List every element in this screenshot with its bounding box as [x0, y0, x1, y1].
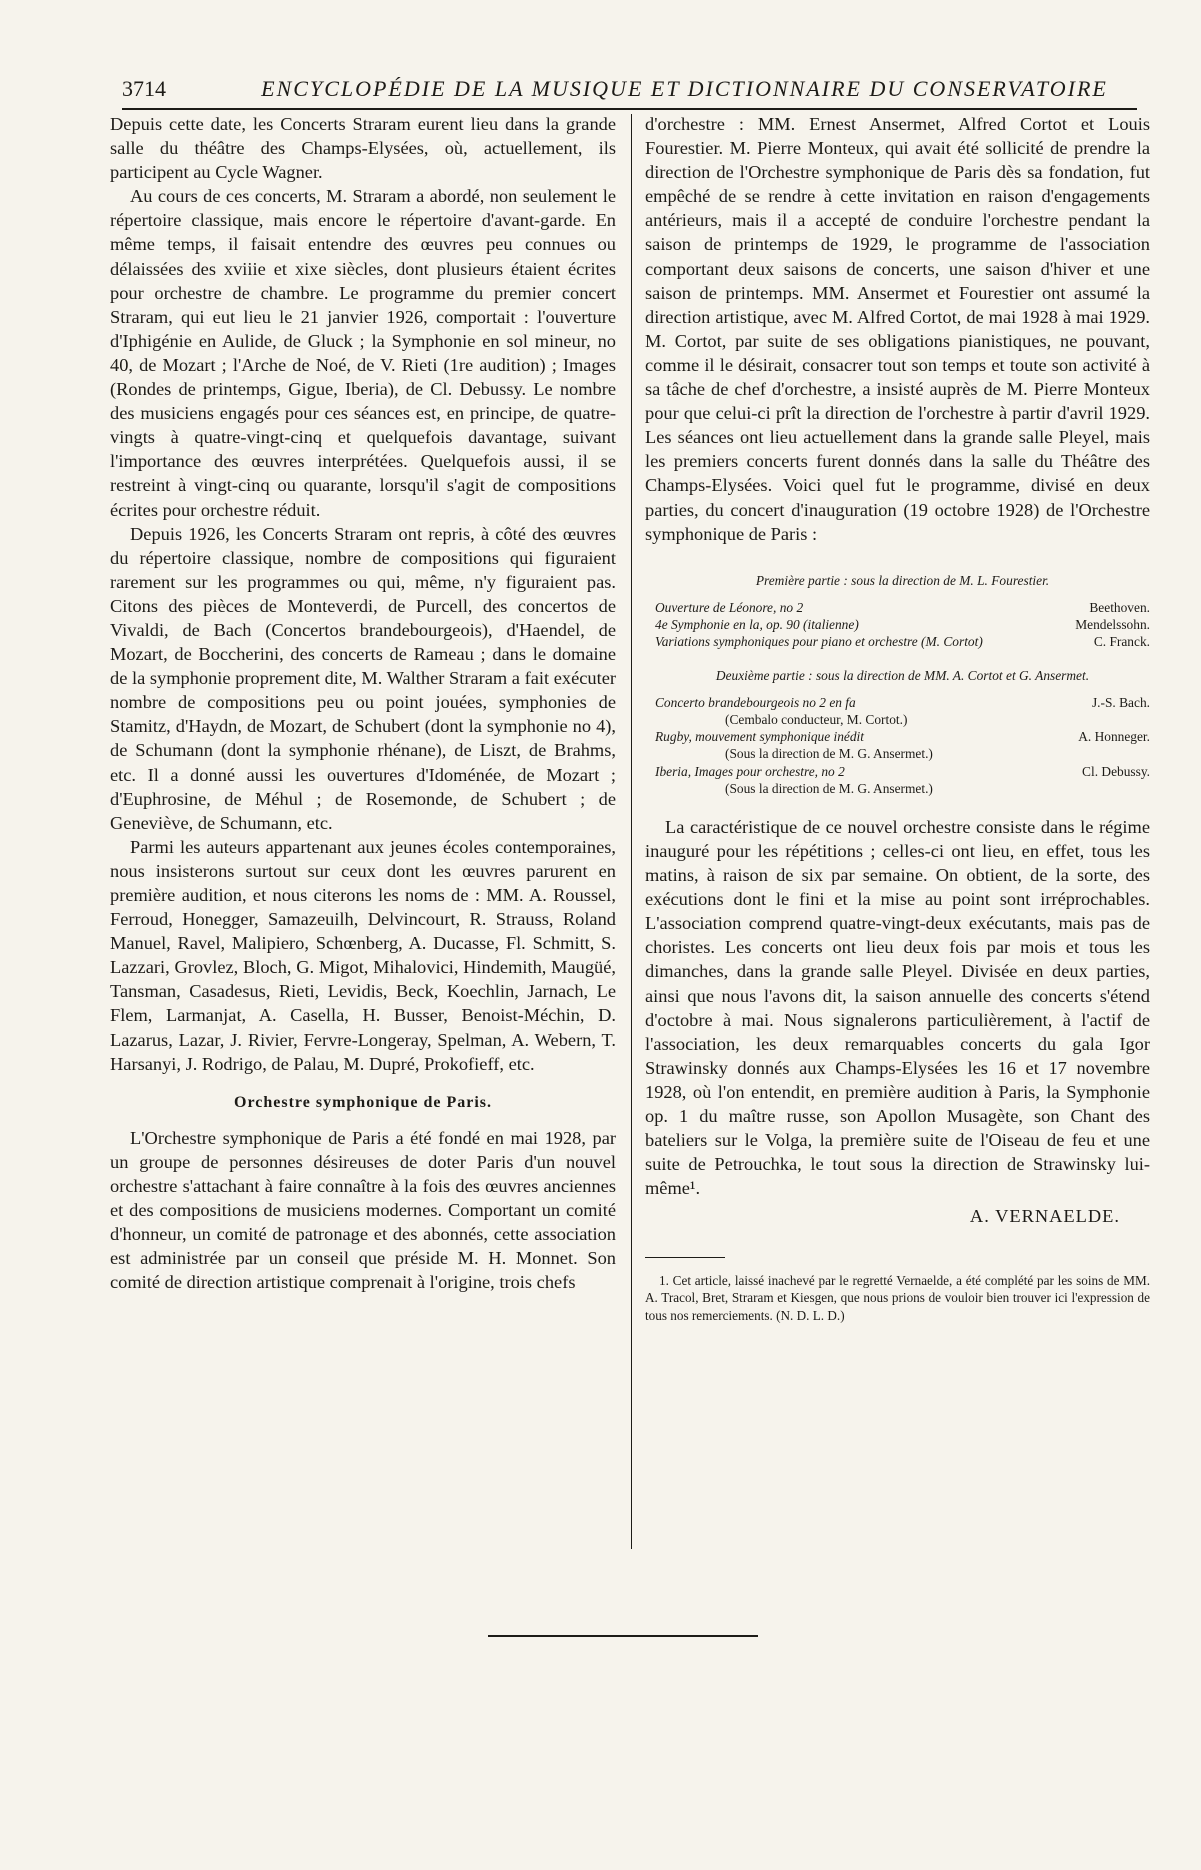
paragraph: Depuis 1926, les Concerts Straram ont repris, à côté des œuvres du répertoire classique, nombre de compositions qui figuraient rarement sur les programmes ou qui, même, n'y figuraient pas. Citons des pièces de Monteverdi, de Purcell, des concertos de Vivaldi, de Bach (Concertos brandebourgeois), d'Haendel, de Mozart, de Boccherini, des concerts de Rameau ; dans le domaine de la symphonie proprement dite, M. Walther Straram a fait exécuter nombre de compositions peu ou point jouées, symphonies de Stamitz, d'Haydn, de Mozart, de Schubert (dont la symphonie no 4), de Schumann (dont la symphonie rhénane), de Liszt, de Brahms, etc. Il a donné aussi les ouvertures d'Idoménée, de Mozart ; d'Euphrosine, de Méhul ; de Rosemonde, de Schubert ; de Geneviève, de Schumann, etc.: [110, 523, 616, 833]
page-number: 3714: [122, 76, 166, 101]
program-composer: Cl. Debussy.: [1082, 763, 1150, 779]
program-work: Rugby, mouvement symphonique inédit: [655, 729, 864, 745]
program-item: [655, 633, 1150, 650]
author-signature: A. VERNAELDE.: [969, 1206, 1120, 1227]
bottom-rule: [488, 1635, 758, 1637]
program-work: Ouverture de Léonore, no 2: [655, 599, 804, 615]
paragraph: Parmi les auteurs appartenant aux jeunes écoles contemporaines, nous insisterons surtout sur ceux dont les œuvres parurent en première audition, et nous citerons les noms de : MM. A. Roussel, Ferroud, Honegger, Samazeuilh, Delvincourt, R. Strauss, Roland Manuel, Ravel, Malipiero, Schœnberg, A. Ducasse, Fl. Schmitt, S. Lazzari, Grovlez, Bloch, G. Migot, Mihalovici, Hindemith, Maugüé, Tansman, Casadesus, Rieti, Levidis, Beck, Koechlin, Jarnach, Le Flem, Larmanjat, A. Casella, H. Busser, Benoist-Méchin, D. Lazarus, Lazar, J. Rivier, Fervre-Longeray, Spelman, A. Webern, T. Harsanyi, J. Rodrigo, de Palau, M. Dupré, Prokofieff, etc.: [110, 836, 616, 1074]
footnote: 1. Cet article, laissé inachevé par le regretté Vernaelde, a été complété par les soins de MM. A. Tracol, Bret, Straram et Kiesgen, que nous prions de vouloir bien trouver ici l'expression de tous nos remerciements. (N. D. L. D.): [645, 1272, 1150, 1323]
program-item: [655, 599, 1150, 616]
program-note: (Sous la direction de M. G. Ansermet.): [725, 780, 933, 796]
right-column: [645, 112, 1150, 1337]
program-composer: C. Franck.: [1093, 634, 1150, 650]
paragraph: La caractéristique de ce nouvel orchestre consiste dans le régime inauguré pour les répétitions ; celles-ci ont lieu, en effet, tous les matins, à raison de six par semaine. On obtient, de la sorte, des exécutions dont le fini et la mise au point sont irréprochables. L'association comprend quatre-vingt-deux exécutants, mais pas de choristes. Les concerts ont lieu deux fois par mois et tous les dimanches, dans la grande salle Pleyel. Divisée en deux parties, ainsi que nous l'avons dit, la saison annuelle des concerts s'étend d'octobre à mai. Nous signalerons particulièrement, à l'actif de l'association, les deux remarquables concerts du gala Igor Strawinsky donnés aux Champs-Elysées les 16 et 17 novembre 1928, où l'on entendit, en première audition à Paris, la Symphonie op. 1 du maître russe, son Apollon Musagète, son Chant des bateliers sur le Volga, la première suite de l'Oiseau de feu et une suite de Petrouchka, le tout sous la direction de Strawinsky lui-même¹.: [645, 816, 1150, 1199]
left-column: [110, 112, 616, 1294]
program-work: Iberia, Images pour orchestre, no 2: [655, 763, 845, 779]
program-item: [655, 694, 1150, 711]
paragraph: Au cours de ces concerts, M. Straram a abordé, non seulement le répertoire classique, mais encore le répertoire d'avant-garde. En même temps, il faisait entendre des œuvres peu connues ou délaissées des xviiie et xixe siècles, dont plusieurs étaient écrites pour orchestre de chambre. Le programme du premier concert Straram, qui eut lieu le 21 janvier 1926, comportait : l'ouverture d'Iphigénie en Aulide, de Gluck ; la Symphonie en sol mineur, no 40, de Mozart ; l'Arche de Noé, de V. Rieti (1re audition) ; Images (Rondes de printemps, Gigue, Iberia), de Cl. Debussy. Le nombre des musiciens engagés pour ces séances est, en principe, de quatre-vingts à quatre-vingt-cinq et quelquefois davantage, suivant l'importance des œuvres interprétées. Quelquefois aussi, il se restreint à vingt-cinq ou quarante, lorsqu'il s'agit de compositions écrites pour orchestre réduit.: [110, 186, 616, 520]
footnote-divider: [645, 1257, 725, 1258]
program-part-heading: Première partie : sous la direction de M. L. Fourestier.: [755, 572, 1050, 588]
paragraph: Depuis cette date, les Concerts Straram eurent lieu dans la grande salle du théâtre des Champs-Elysées, où, actuellement, ils participent au Cycle Wagner.: [110, 114, 616, 183]
program-work: Variations symphoniques pour piano et orchestre (M. Cortot): [655, 634, 983, 650]
program-work: 4e Symphonie en la, op. 90 (italienne): [655, 617, 859, 633]
program-item: [655, 728, 1150, 745]
paragraph: L'Orchestre symphonique de Paris a été fondé en mai 1928, par un groupe de personnes désireuses de doter Paris d'un nouvel orchestre s'attachant à faire connaître à la fois des œuvres anciennes et des compositions de musiciens modernes. Comportant un comité d'honneur, un comité de patronage et des abonnés, cette association est administrée par un conseil que préside M. H. Monnet. Son comité de direction artistique comprenait à l'origine, trois chefs: [110, 1127, 616, 1293]
program-note: (Cembalo conducteur, M. Cortot.): [725, 711, 908, 727]
program-item: [655, 616, 1150, 633]
paragraph: d'orchestre : MM. Ernest Ansermet, Alfred Cortot et Louis Fourestier. M. Pierre Monteux, qui avait été sollicité de prendre la direction de l'Orchestre symphonique de Paris dès sa fondation, fut empêché de se rendre à cette invitation en raison d'engagements antérieurs, mais il a accepté de conduire l'orchestre pendant la saison de printemps de 1929, le programme de l'association comportant deux saisons de concerts, une saison d'hiver et une saison de printemps. MM. Ansermet et Fourestier ont assumé la direction artistique, avec M. Alfred Cortot, de mai 1928 à mai 1929. M. Cortot, par suite de ses obligations pianistiques, ne pouvant, comme il le désirait, consacrer tout son temps et toute son activité à sa tâche de chef d'orchestre, a insisté auprès de M. Pierre Monteux pour que celui-ci prît la direction de l'orchestre à partir d'avril 1929. Les séances ont lieu actuellement dans la grande salle Pleyel, mais les premiers concerts furent donnés dans la salle du Théâtre des Champs-Elysées. Voici quel fut le programme, divisé en deux parties, du concert d'inauguration (19 octobre 1928) de l'Orchestre symphonique de Paris :: [645, 114, 1150, 544]
column-divider: [631, 114, 632, 1549]
program-item: [655, 763, 1150, 780]
page-header: [122, 74, 1137, 110]
section-heading: Orchestre symphonique de Paris.: [234, 1093, 492, 1111]
program-composer: Mendelssohn.: [1075, 617, 1150, 633]
program-part-heading: Deuxième partie : sous la direction de MM. A. Cortot et G. Ansermet.: [715, 667, 1090, 683]
program-note: (Sous la direction de M. G. Ansermet.): [725, 746, 933, 762]
concert-program: [655, 572, 1150, 797]
program-composer: A. Honneger.: [1078, 729, 1150, 745]
program-composer: Beethoven.: [1089, 599, 1150, 615]
running-title: ENCYCLOPÉDIE DE LA MUSIQUE ET DICTIONNAIRE DU CONSERVATOIRE: [261, 76, 1108, 101]
program-composer: J.-S. Bach.: [1091, 694, 1150, 710]
program-work: Concerto brandebourgeois no 2 en fa: [655, 694, 856, 710]
